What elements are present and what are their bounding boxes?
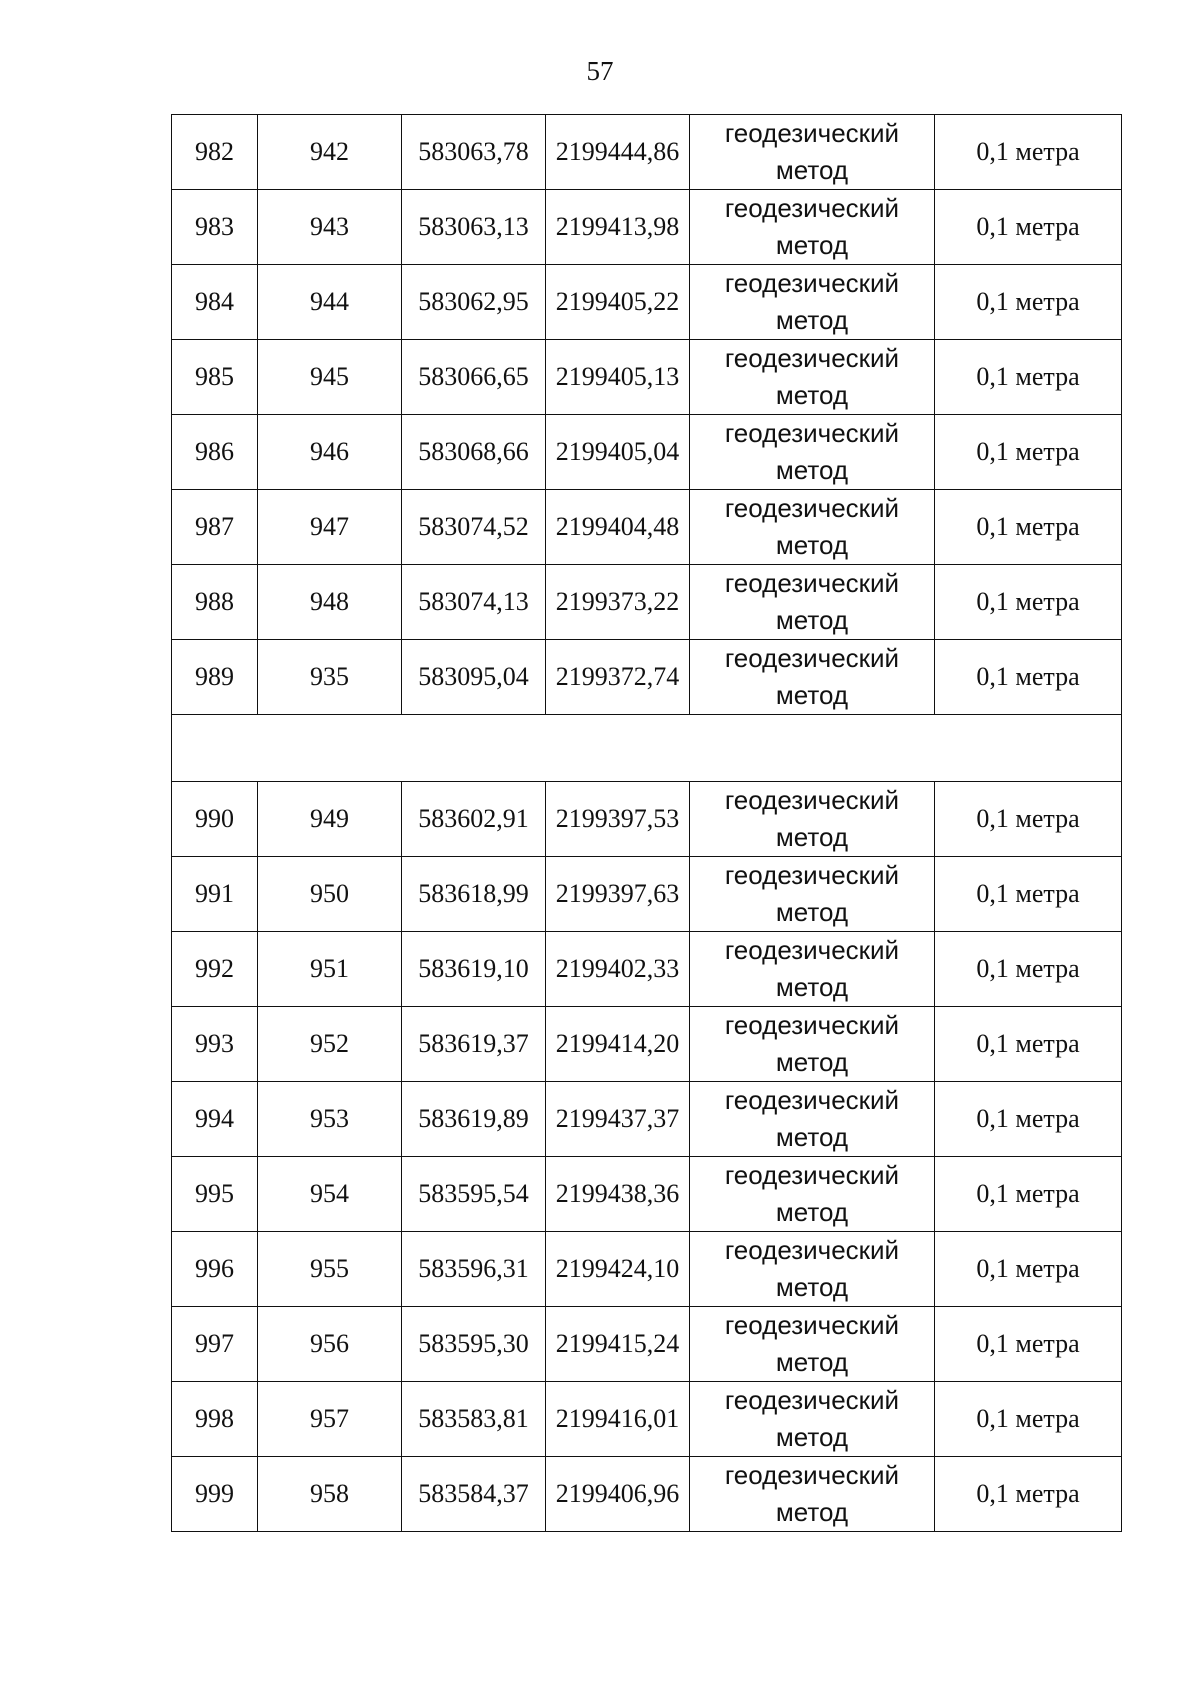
accuracy-cell: 0,1 метра: [935, 490, 1122, 565]
table-row: [172, 857, 1122, 932]
table-row: [172, 782, 1122, 857]
table-row: [172, 1007, 1122, 1082]
row-number-cell: 994: [172, 1082, 258, 1157]
row-number-cell: 985: [172, 340, 258, 415]
accuracy-cell: 0,1 метра: [935, 565, 1122, 640]
point-number-cell: 951: [258, 932, 402, 1007]
table-row: [172, 340, 1122, 415]
table-row: [172, 640, 1122, 715]
x-coordinate-cell: 583619,89: [402, 1082, 546, 1157]
method-line-1: геодезический: [724, 1460, 900, 1490]
point-number-cell: 952: [258, 1007, 402, 1082]
method-line-1: геодезический: [724, 860, 900, 890]
row-number-cell: 998: [172, 1382, 258, 1457]
method-line-1: геодезический: [724, 343, 900, 373]
x-coordinate-cell: 583066,65: [402, 340, 546, 415]
table-row: [172, 1232, 1122, 1307]
method-line-1: геодезический: [724, 118, 900, 148]
x-coordinate-cell: 583619,37: [402, 1007, 546, 1082]
accuracy-cell: 0,1 метра: [935, 1007, 1122, 1082]
method-line-1: геодезический: [724, 935, 900, 965]
group-separator-row: [172, 715, 1122, 782]
method-line-1: геодезический: [724, 785, 900, 815]
accuracy-cell: 0,1 метра: [935, 1457, 1122, 1532]
y-coordinate-cell: 2199437,37: [546, 1082, 690, 1157]
x-coordinate-cell: 583595,54: [402, 1157, 546, 1232]
method-line-1: геодезический: [724, 418, 900, 448]
accuracy-cell: 0,1 метра: [935, 782, 1122, 857]
method-line-1: геодезический: [724, 1310, 900, 1340]
method-line-1: геодезический: [724, 568, 900, 598]
point-number-cell: 947: [258, 490, 402, 565]
x-coordinate-cell: 583595,30: [402, 1307, 546, 1382]
accuracy-cell: 0,1 метра: [935, 415, 1122, 490]
method-cell: [690, 340, 935, 415]
accuracy-cell: 0,1 метра: [935, 1307, 1122, 1382]
row-number-cell: 987: [172, 490, 258, 565]
method-cell: [690, 1232, 935, 1307]
method-line-2: метод: [775, 1422, 849, 1452]
method-line-2: метод: [775, 305, 849, 335]
x-coordinate-cell: 583619,10: [402, 932, 546, 1007]
y-coordinate-cell: 2199405,22: [546, 265, 690, 340]
method-line-1: геодезический: [724, 643, 900, 673]
y-coordinate-cell: 2199413,98: [546, 190, 690, 265]
row-number-cell: 999: [172, 1457, 258, 1532]
method-line-1: геодезический: [724, 1010, 900, 1040]
x-coordinate-cell: 583583,81: [402, 1382, 546, 1457]
y-coordinate-cell: 2199424,10: [546, 1232, 690, 1307]
row-number-cell: 984: [172, 265, 258, 340]
method-line-1: геодезический: [724, 1385, 900, 1415]
method-line-2: метод: [775, 897, 849, 927]
point-number-cell: 948: [258, 565, 402, 640]
table-row: [172, 415, 1122, 490]
method-cell: [690, 932, 935, 1007]
accuracy-cell: 0,1 метра: [935, 1082, 1122, 1157]
accuracy-cell: 0,1 метра: [935, 1382, 1122, 1457]
point-number-cell: 945: [258, 340, 402, 415]
point-number-cell: 953: [258, 1082, 402, 1157]
point-number-cell: 943: [258, 190, 402, 265]
table-row: [172, 1457, 1122, 1532]
row-number-cell: 989: [172, 640, 258, 715]
point-number-cell: 949: [258, 782, 402, 857]
row-number-cell: 988: [172, 565, 258, 640]
point-number-cell: 942: [258, 115, 402, 190]
method-cell: [690, 190, 935, 265]
row-number-cell: 993: [172, 1007, 258, 1082]
x-coordinate-cell: 583584,37: [402, 1457, 546, 1532]
method-line-2: метод: [775, 1497, 849, 1527]
method-cell: [690, 115, 935, 190]
row-number-cell: 992: [172, 932, 258, 1007]
method-cell: [690, 640, 935, 715]
method-cell: [690, 490, 935, 565]
table-row: [172, 932, 1122, 1007]
coordinates-table-body: [172, 115, 1122, 1532]
accuracy-cell: 0,1 метра: [935, 190, 1122, 265]
method-cell: [690, 857, 935, 932]
point-number-cell: 944: [258, 265, 402, 340]
point-number-cell: 946: [258, 415, 402, 490]
point-number-cell: 956: [258, 1307, 402, 1382]
accuracy-cell: 0,1 метра: [935, 932, 1122, 1007]
accuracy-cell: 0,1 метра: [935, 265, 1122, 340]
page-number: 57: [586, 56, 614, 86]
method-cell: [690, 1082, 935, 1157]
table-row: [172, 1082, 1122, 1157]
method-line-2: метод: [775, 1047, 849, 1077]
row-number-cell: 996: [172, 1232, 258, 1307]
y-coordinate-cell: 2199397,53: [546, 782, 690, 857]
table-row: [172, 1382, 1122, 1457]
method-line-2: метод: [775, 155, 849, 185]
table-row: [172, 115, 1122, 190]
y-coordinate-cell: 2199373,22: [546, 565, 690, 640]
method-cell: [690, 265, 935, 340]
point-number-cell: 935: [258, 640, 402, 715]
table-row: [172, 265, 1122, 340]
method-cell: [690, 1382, 935, 1457]
row-number-cell: 995: [172, 1157, 258, 1232]
method-line-2: метод: [775, 822, 849, 852]
point-number-cell: 950: [258, 857, 402, 932]
row-number-cell: 997: [172, 1307, 258, 1382]
method-line-1: геодезический: [724, 493, 900, 523]
method-line-2: метод: [775, 1122, 849, 1152]
method-cell: [690, 782, 935, 857]
table-row: [172, 565, 1122, 640]
method-cell: [690, 415, 935, 490]
table-row: [172, 490, 1122, 565]
y-coordinate-cell: 2199402,33: [546, 932, 690, 1007]
x-coordinate-cell: 583602,91: [402, 782, 546, 857]
x-coordinate-cell: 583074,13: [402, 565, 546, 640]
group-separator-cell: [172, 715, 1122, 782]
method-line-1: геодезический: [724, 193, 900, 223]
accuracy-cell: 0,1 метра: [935, 1157, 1122, 1232]
method-line-2: метод: [775, 380, 849, 410]
accuracy-cell: 0,1 метра: [935, 640, 1122, 715]
x-coordinate-cell: 583095,04: [402, 640, 546, 715]
point-number-cell: 955: [258, 1232, 402, 1307]
y-coordinate-cell: 2199405,04: [546, 415, 690, 490]
method-line-2: метод: [775, 972, 849, 1002]
x-coordinate-cell: 583068,66: [402, 415, 546, 490]
method-line-1: геодезический: [724, 1160, 900, 1190]
y-coordinate-cell: 2199406,96: [546, 1457, 690, 1532]
point-number-cell: 957: [258, 1382, 402, 1457]
method-line-2: метод: [775, 230, 849, 260]
method-line-1: геодезический: [724, 1085, 900, 1115]
method-cell: [690, 1007, 935, 1082]
y-coordinate-cell: 2199414,20: [546, 1007, 690, 1082]
table-row: [172, 190, 1122, 265]
point-number-cell: 954: [258, 1157, 402, 1232]
method-line-2: метод: [775, 455, 849, 485]
y-coordinate-cell: 2199405,13: [546, 340, 690, 415]
y-coordinate-cell: 2199444,86: [546, 115, 690, 190]
method-line-2: метод: [775, 1272, 849, 1302]
accuracy-cell: 0,1 метра: [935, 1232, 1122, 1307]
accuracy-cell: 0,1 метра: [935, 115, 1122, 190]
y-coordinate-cell: 2199372,74: [546, 640, 690, 715]
table-row: [172, 1157, 1122, 1232]
method-line-1: геодезический: [724, 1235, 900, 1265]
method-line-1: геодезический: [724, 268, 900, 298]
y-coordinate-cell: 2199397,63: [546, 857, 690, 932]
x-coordinate-cell: 583618,99: [402, 857, 546, 932]
x-coordinate-cell: 583063,13: [402, 190, 546, 265]
method-cell: [690, 1157, 935, 1232]
coordinates-table: [171, 114, 1122, 1532]
method-line-2: метод: [775, 680, 849, 710]
y-coordinate-cell: 2199404,48: [546, 490, 690, 565]
row-number-cell: 982: [172, 115, 258, 190]
method-line-2: метод: [775, 530, 849, 560]
table-row: [172, 1307, 1122, 1382]
x-coordinate-cell: 583074,52: [402, 490, 546, 565]
x-coordinate-cell: 583596,31: [402, 1232, 546, 1307]
x-coordinate-cell: 583063,78: [402, 115, 546, 190]
point-number-cell: 958: [258, 1457, 402, 1532]
row-number-cell: 983: [172, 190, 258, 265]
y-coordinate-cell: 2199416,01: [546, 1382, 690, 1457]
x-coordinate-cell: 583062,95: [402, 265, 546, 340]
y-coordinate-cell: 2199438,36: [546, 1157, 690, 1232]
row-number-cell: 986: [172, 415, 258, 490]
accuracy-cell: 0,1 метра: [935, 857, 1122, 932]
method-line-2: метод: [775, 1197, 849, 1227]
method-line-2: метод: [775, 1347, 849, 1377]
method-cell: [690, 565, 935, 640]
method-line-2: метод: [775, 605, 849, 635]
accuracy-cell: 0,1 метра: [935, 340, 1122, 415]
method-cell: [690, 1457, 935, 1532]
row-number-cell: 991: [172, 857, 258, 932]
row-number-cell: 990: [172, 782, 258, 857]
method-cell: [690, 1307, 935, 1382]
y-coordinate-cell: 2199415,24: [546, 1307, 690, 1382]
